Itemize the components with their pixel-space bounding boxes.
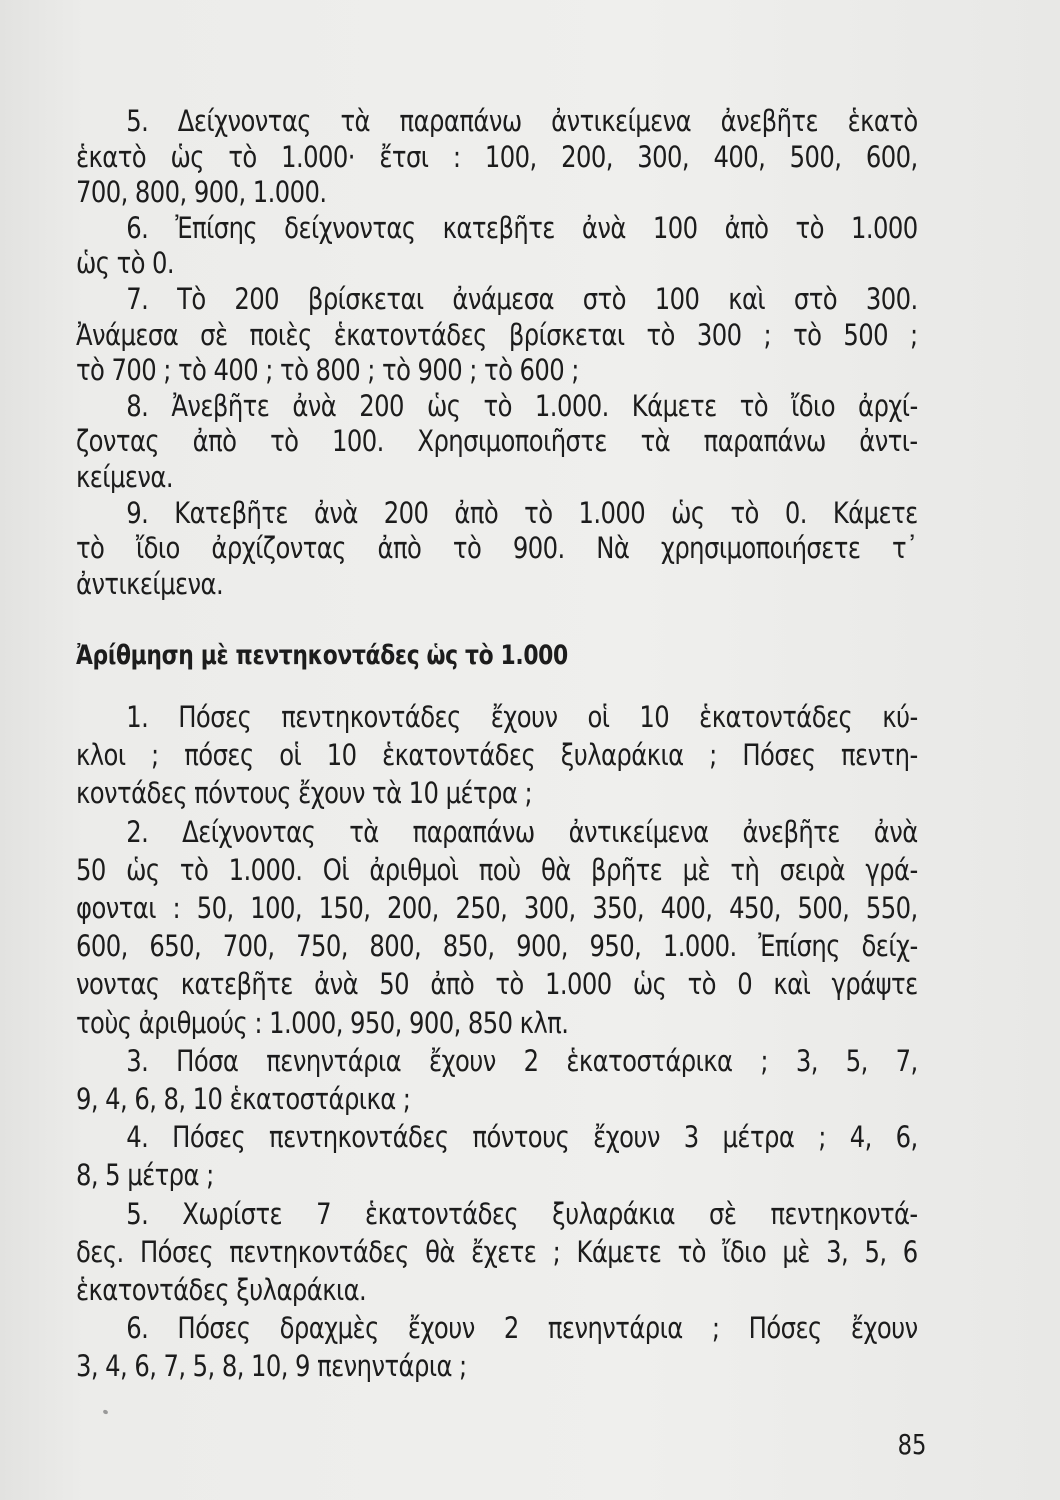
- text-line: 5. Δείχνοντας τὰ παραπάνω ἀντικείμενα ἀνεβῆτε ἑκατὸ: [126, 104, 918, 138]
- text-line: τὸ 700 ; τὸ 400 ; τὸ 800 ; τὸ 900 ; τὸ 600 ;: [76, 353, 579, 388]
- text-line: 2. Δείχνοντας τὰ παραπάνω ἀντικείμενα ἀνεβῆτε ἀνὰ: [126, 814, 918, 849]
- text-line: 9, 4, 6, 8, 10 ἑκατοστάρικα ;: [76, 1082, 411, 1117]
- text-line: κλοι ; πόσες οἱ 10 ἑκατοντάδες ξυλαράκια ; Πόσες πεντη-: [76, 738, 918, 773]
- text-line: 50 ὡς τὸ 1.000. Οἱ ἀριθμοὶ ποὺ θὰ βρῆτε μὲ τὴ σειρὰ γρά-: [76, 852, 918, 887]
- text-line: Ἀνάμεσα σὲ ποιὲς ἑκατοντάδες βρίσκεται τὸ 300 ; τὸ 500 ;: [76, 317, 918, 352]
- text-line: 3. Πόσα πενηντάρια ἔχουν 2 ἑκατοστάρικα ; 3, 5, 7,: [126, 1043, 918, 1078]
- exercises-fifties: [76, 698, 918, 1386]
- text-line: 3, 4, 6, 7, 5, 8, 10, 9 πενηντάρια ;: [76, 1349, 467, 1384]
- text-line: δες. Πόσες πεντηκοντάδες θὰ ἔχετε ; Κάμετε τὸ ἴδιο μὲ 3, 5, 6: [76, 1234, 918, 1269]
- text-line: 700, 800, 900, 1.000.: [76, 175, 327, 210]
- scan-speck: [102, 1409, 108, 1415]
- text-line: 4. Πόσες πεντηκοντάδες πόντους ἔχουν 3 μέτρα ; 4, 6,: [126, 1120, 918, 1155]
- text-line: ἑκατὸ ὡς τὸ 1.000· ἔτσι : 100, 200, 300, 400, 500, 600,: [76, 139, 918, 174]
- text-line: κοντάδες πόντους ἔχουν τὰ 10 μέτρα ;: [76, 776, 533, 811]
- text-line: 6. Ἐπίσης δείχνοντας κατεβῆτε ἀνὰ 100 ἀπὸ τὸ 1.000: [126, 210, 918, 245]
- text-line: ὡς τὸ 0.: [76, 246, 175, 281]
- text-line: 8, 5 μέτρα ;: [76, 1158, 214, 1193]
- text-line: φονται : 50, 100, 150, 200, 250, 300, 350, 400, 450, 500, 550,: [76, 891, 918, 926]
- text-line: 8. Ἀνεβῆτε ἀνὰ 200 ὡς τὸ 1.000. Κάμετε τὸ ἴδιο ἀρχί-: [126, 388, 918, 423]
- text-line: 5. Χωρίστε 7 ἑκατοντάδες ξυλαράκια σὲ πεντηκοντά-: [126, 1196, 918, 1231]
- text-line: 7. Τὸ 200 βρίσκεται ἀνάμεσα στὸ 100 καὶ στὸ 300.: [126, 281, 918, 316]
- text-line: κείμενα.: [76, 459, 173, 494]
- text-line: ζοντας ἀπὸ τὸ 100. Χρησιμοποιῆστε τὰ παραπάνω ἀντι-: [76, 424, 918, 459]
- text-line: 600, 650, 700, 750, 800, 850, 900, 950, 1.000. Ἐπίσης δείχ-: [76, 929, 918, 964]
- text-line: 1. Πόσες πεντηκοντάδες ἔχουν οἱ 10 ἑκατοντάδες κύ-: [126, 700, 918, 734]
- text-line: τοὺς ἀριθμούς : 1.000, 950, 900, 850 κλπ.: [76, 1005, 569, 1040]
- text-line: ἑκατοντάδες ξυλαράκια.: [76, 1273, 367, 1308]
- text-line: τὸ ἴδιο ἀρχίζοντας ἀπὸ τὸ 900. Νὰ χρησιμοποιήσετε τ᾿: [76, 531, 918, 566]
- text-line: ἀντικείμενα.: [76, 566, 224, 601]
- text-line: 6. Πόσες δραχμὲς ἔχουν 2 πενηντάρια ; Πόσες ἔχουν: [126, 1311, 918, 1346]
- text-line: 9. Κατεβῆτε ἀνὰ 200 ἀπὸ τὸ 1.000 ὡς τὸ 0. Κάμετε: [126, 495, 918, 530]
- page-number: 85: [897, 1428, 927, 1461]
- section-heading: Ἀρίθμηση μὲ πεντηκοντάδες ὡς τὸ 1.000: [76, 640, 568, 671]
- text-line: νοντας κατεβῆτε ἀνὰ 50 ἀπὸ τὸ 1.000 ὡς τὸ 0 καὶ γράψτε: [76, 967, 918, 1002]
- exercises-hundreds: [76, 104, 918, 602]
